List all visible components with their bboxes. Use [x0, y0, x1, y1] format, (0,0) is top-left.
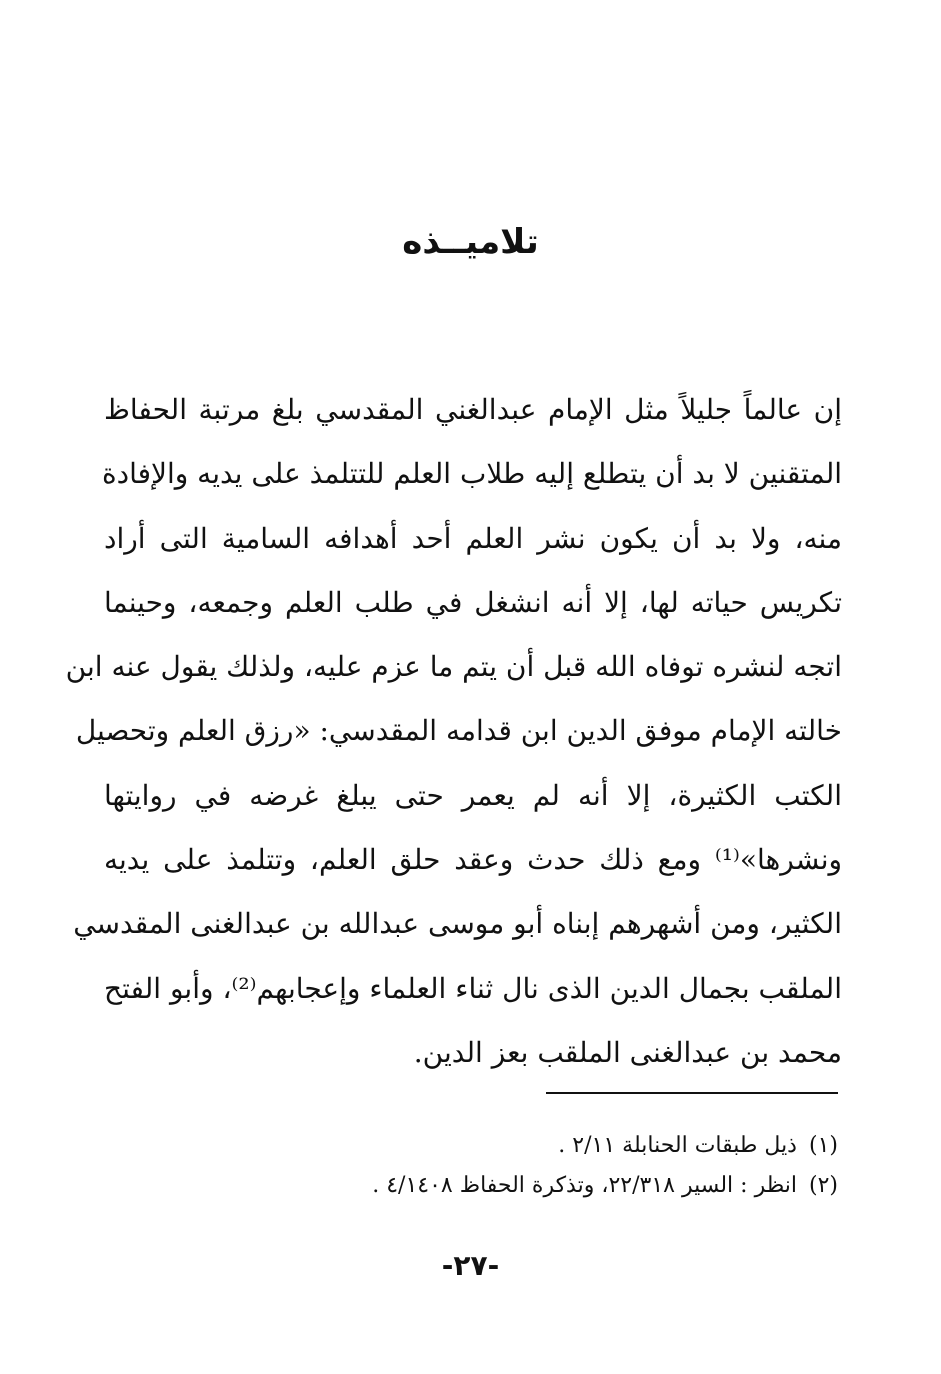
paragraph-line: اتجه لنشره توفاه الله قبل أن يتم ما عزم عليه، ولذلك يقول عنه ابن [65, 650, 842, 684]
main-paragraph [65, 378, 843, 1085]
page-title: تلاميــذه [402, 222, 539, 262]
footnote-text: انظر : السير ٢٢/٣١٨، وتذكرة الحفاظ ٤/١٤٠٨ . [372, 1173, 797, 1198]
footnote-number: (٢) [808, 1173, 838, 1198]
footnotes [300, 1126, 838, 1206]
paragraph-line: خالته الإمام موفق الدين ابن قدامه المقدسي: «رزق العلم وتحصيل [75, 714, 842, 748]
paragraph-line: محمد بن عبدالغنى الملقب بعز الدين. [413, 1035, 842, 1069]
footnote-number: (١) [808, 1133, 838, 1158]
paragraph-line: الملقب بجمال الدين الذى نال ثناء العلماء وإعجابهم⁽²⁾، وأبو الفتح [104, 971, 842, 1005]
footnote-item [300, 1126, 838, 1166]
paragraph-line: الكثير، ومن أشهرهم إبناه أبو موسى عبدالله بن عبدالغنى المقدسي [73, 907, 842, 941]
paragraph-line: تكريس حياته لها، إلا أنه انشغل في طلب العلم وجمعه، وحينما [104, 585, 842, 619]
page-number: -٢٧- [441, 1249, 500, 1282]
paragraph-line: المتقنين لا بد أن يتطلع إليه طلاب العلم للتتلمذ على يديه والإفادة [101, 457, 842, 491]
footnote-separator [546, 1092, 838, 1094]
paragraph-line: ونشرها»⁽¹⁾ ومع ذلك حدث وعقد حلق العلم، وتتلمذ على يديه [104, 843, 843, 877]
footnote-item [300, 1166, 838, 1206]
paragraph-line: الكتب الكثيرة، إلا أنه لم يعمر حتى يبلغ غرضه في روايتها [104, 778, 842, 812]
paragraph-line: منه، ولا بد أن يكون نشر العلم أحد أهدافه السامية التى أراد [104, 521, 842, 555]
paragraph-line: إن عالماً جليلاً مثل الإمام عبدالغني المقدسي بلغ مرتبة الحفاظ [104, 393, 842, 426]
footnote-text: ذيل طبقات الحنابلة ٢/١١ . [558, 1133, 797, 1158]
